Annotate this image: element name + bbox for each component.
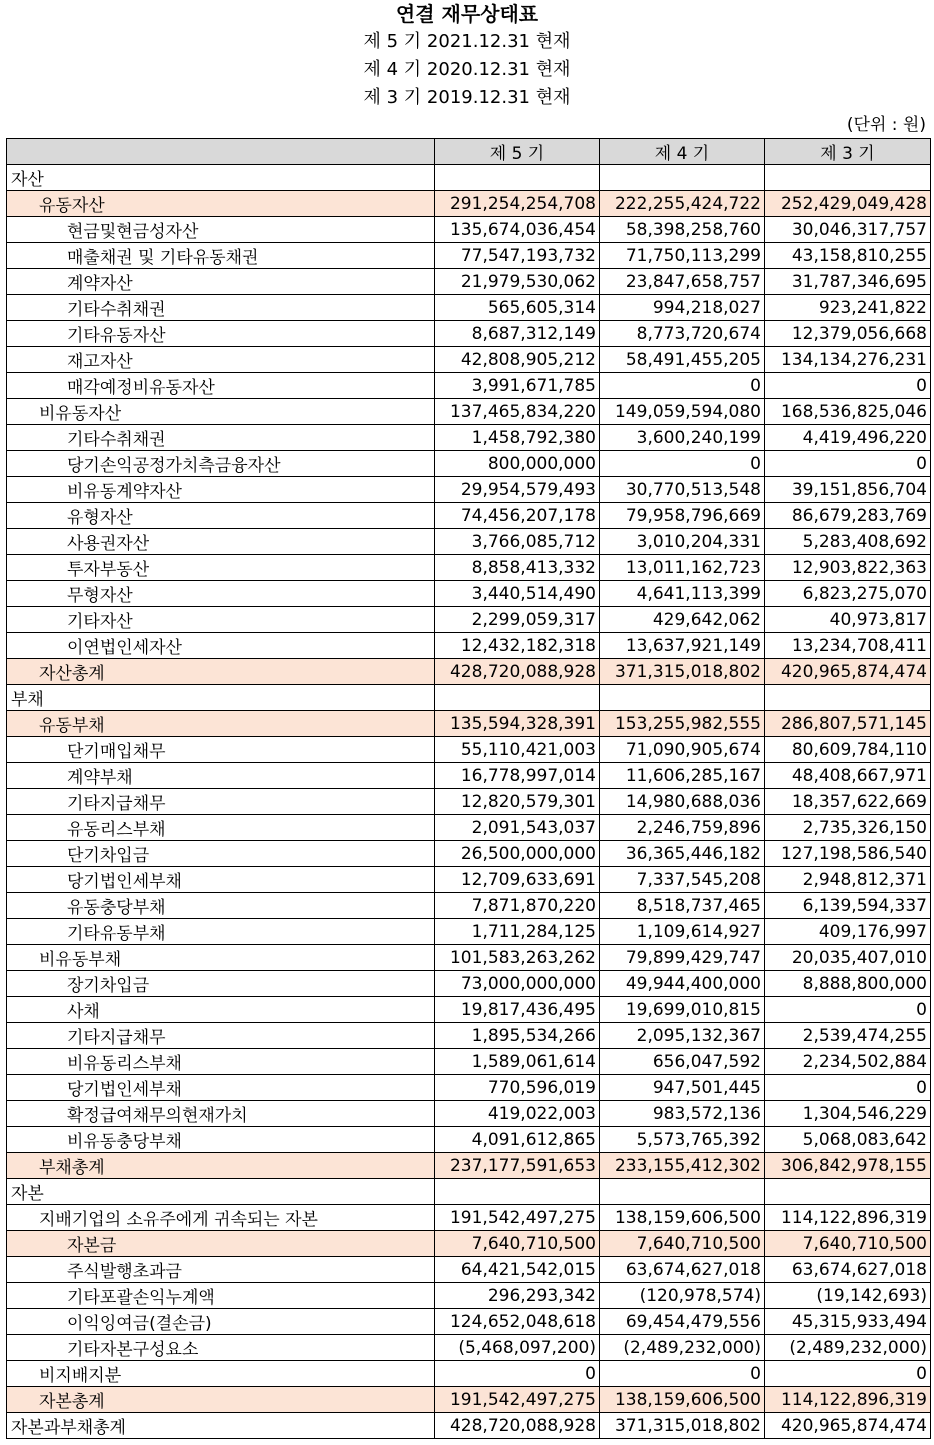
account-name: 유동부채 bbox=[7, 711, 435, 737]
amount-period-3: 4,419,496,220 bbox=[765, 425, 931, 451]
account-name: 자본금 bbox=[7, 1231, 435, 1257]
amount-period-5: 12,820,579,301 bbox=[435, 789, 600, 815]
amount-period-4: 58,398,258,760 bbox=[600, 217, 765, 243]
table-row bbox=[7, 1335, 931, 1361]
amount-period-4: 429,642,062 bbox=[600, 607, 765, 633]
account-name: 기타수취채권 bbox=[7, 295, 435, 321]
amount-period-3: 43,158,810,255 bbox=[765, 243, 931, 269]
account-name: 유동자산 bbox=[7, 191, 435, 217]
table-header-row bbox=[7, 139, 931, 165]
account-name: 당기손익공정가치측금융자산 bbox=[7, 451, 435, 477]
amount-period-4: 13,011,162,723 bbox=[600, 555, 765, 581]
amount-period-3: 2,234,502,884 bbox=[765, 1049, 931, 1075]
amount-period-3: 45,315,933,494 bbox=[765, 1309, 931, 1335]
amount-period-4: 233,155,412,302 bbox=[600, 1153, 765, 1179]
amount-period-5: 8,687,312,149 bbox=[435, 321, 600, 347]
account-name: 기타유동부채 bbox=[7, 919, 435, 945]
table-row bbox=[7, 1023, 931, 1049]
account-name: 기타포괄손익누계액 bbox=[7, 1283, 435, 1309]
account-name: 매출채권 및 기타유동채권 bbox=[7, 243, 435, 269]
amount-period-3: 31,787,346,695 bbox=[765, 269, 931, 295]
amount-period-4: 36,365,446,182 bbox=[600, 841, 765, 867]
account-name: 비유동자산 bbox=[7, 399, 435, 425]
account-name: 지배기업의 소유주에게 귀속되는 자본 bbox=[7, 1205, 435, 1231]
amount-period-5: 428,720,088,928 bbox=[435, 659, 600, 685]
account-name: 단기차입금 bbox=[7, 841, 435, 867]
amount-period-5: 64,421,542,015 bbox=[435, 1257, 600, 1283]
period-line-3: 제 3 기 2019.12.31 현재 bbox=[363, 87, 571, 108]
table-row bbox=[7, 867, 931, 893]
table-row bbox=[7, 1309, 931, 1335]
account-name: 비유동리스부채 bbox=[7, 1049, 435, 1075]
amount-period-3: 2,735,326,150 bbox=[765, 815, 931, 841]
amount-period-4: 8,773,720,674 bbox=[600, 321, 765, 347]
amount-period-3: 1,304,546,229 bbox=[765, 1101, 931, 1127]
amount-period-5: 191,542,497,275 bbox=[435, 1387, 600, 1413]
amount-period-3: 80,609,784,110 bbox=[765, 737, 931, 763]
amount-period-4 bbox=[600, 1179, 765, 1205]
amount-period-5: 237,177,591,653 bbox=[435, 1153, 600, 1179]
table-row bbox=[7, 1257, 931, 1283]
amount-period-5: 7,640,710,500 bbox=[435, 1231, 600, 1257]
table-row bbox=[7, 945, 931, 971]
account-name: 주식발행초과금 bbox=[7, 1257, 435, 1283]
amount-period-5: 3,766,085,712 bbox=[435, 529, 600, 555]
amount-period-4: 656,047,592 bbox=[600, 1049, 765, 1075]
amount-period-3: 12,379,056,668 bbox=[765, 321, 931, 347]
amount-period-5: 1,458,792,380 bbox=[435, 425, 600, 451]
amount-period-4: 983,572,136 bbox=[600, 1101, 765, 1127]
table-row bbox=[7, 1179, 931, 1205]
header-account bbox=[7, 139, 435, 165]
table-row bbox=[7, 815, 931, 841]
table-row bbox=[7, 711, 931, 737]
table-row bbox=[7, 321, 931, 347]
amount-period-4: 14,980,688,036 bbox=[600, 789, 765, 815]
table-row bbox=[7, 477, 931, 503]
account-name: 기타유동자산 bbox=[7, 321, 435, 347]
amount-period-4: 19,699,010,815 bbox=[600, 997, 765, 1023]
table-row bbox=[7, 165, 931, 191]
amount-period-5: 21,979,530,062 bbox=[435, 269, 600, 295]
table-row bbox=[7, 347, 931, 373]
amount-period-5: 2,299,059,317 bbox=[435, 607, 600, 633]
table-row bbox=[7, 789, 931, 815]
account-name: 계약부채 bbox=[7, 763, 435, 789]
amount-period-3: 0 bbox=[765, 373, 931, 399]
account-name: 자산 bbox=[7, 165, 435, 191]
amount-period-5: 135,594,328,391 bbox=[435, 711, 600, 737]
amount-period-5: 4,091,612,865 bbox=[435, 1127, 600, 1153]
amount-period-5: (5,468,097,200) bbox=[435, 1335, 600, 1361]
table-row bbox=[7, 737, 931, 763]
amount-period-5: 3,440,514,490 bbox=[435, 581, 600, 607]
amount-period-3: (19,142,693) bbox=[765, 1283, 931, 1309]
amount-period-4: 4,641,113,399 bbox=[600, 581, 765, 607]
amount-period-5: 29,954,579,493 bbox=[435, 477, 600, 503]
table-row bbox=[7, 893, 931, 919]
amount-period-5: 419,022,003 bbox=[435, 1101, 600, 1127]
table-row bbox=[7, 607, 931, 633]
amount-period-5: 16,778,997,014 bbox=[435, 763, 600, 789]
amount-period-3: (2,489,232,000) bbox=[765, 1335, 931, 1361]
amount-period-3: 134,134,276,231 bbox=[765, 347, 931, 373]
account-name: 사채 bbox=[7, 997, 435, 1023]
amount-period-4 bbox=[600, 165, 765, 191]
amount-period-4: 23,847,658,757 bbox=[600, 269, 765, 295]
amount-period-3: 409,176,997 bbox=[765, 919, 931, 945]
amount-period-3: 286,807,571,145 bbox=[765, 711, 931, 737]
table-row bbox=[7, 633, 931, 659]
amount-period-3: 13,234,708,411 bbox=[765, 633, 931, 659]
amount-period-5: 7,871,870,220 bbox=[435, 893, 600, 919]
account-name: 유동리스부채 bbox=[7, 815, 435, 841]
account-name: 부채총계 bbox=[7, 1153, 435, 1179]
amount-period-3 bbox=[765, 165, 931, 191]
amount-period-4: 371,315,018,802 bbox=[600, 1413, 765, 1439]
amount-period-3 bbox=[765, 1179, 931, 1205]
amount-period-5: 1,589,061,614 bbox=[435, 1049, 600, 1075]
report-title: 연결 재무상태표 bbox=[395, 2, 539, 26]
amount-period-4: 222,255,424,722 bbox=[600, 191, 765, 217]
amount-period-4: 13,637,921,149 bbox=[600, 633, 765, 659]
amount-period-5: 3,991,671,785 bbox=[435, 373, 600, 399]
amount-period-4: 947,501,445 bbox=[600, 1075, 765, 1101]
amount-period-5: 800,000,000 bbox=[435, 451, 600, 477]
amount-period-5: 12,432,182,318 bbox=[435, 633, 600, 659]
account-name: 무형자산 bbox=[7, 581, 435, 607]
amount-period-4: 3,010,204,331 bbox=[600, 529, 765, 555]
amount-period-4: 30,770,513,548 bbox=[600, 477, 765, 503]
amount-period-5: 55,110,421,003 bbox=[435, 737, 600, 763]
amount-period-4: 3,600,240,199 bbox=[600, 425, 765, 451]
amount-period-4: 0 bbox=[600, 451, 765, 477]
amount-period-4: 5,573,765,392 bbox=[600, 1127, 765, 1153]
table-row bbox=[7, 503, 931, 529]
amount-period-3: 168,536,825,046 bbox=[765, 399, 931, 425]
amount-period-3: 63,674,627,018 bbox=[765, 1257, 931, 1283]
amount-period-4: 69,454,479,556 bbox=[600, 1309, 765, 1335]
table-row bbox=[7, 971, 931, 997]
amount-period-3: 20,035,407,010 bbox=[765, 945, 931, 971]
amount-period-5: 124,652,048,618 bbox=[435, 1309, 600, 1335]
amount-period-3: 0 bbox=[765, 1075, 931, 1101]
account-name: 자본 bbox=[7, 1179, 435, 1205]
amount-period-3: 0 bbox=[765, 451, 931, 477]
amount-period-4: 138,159,606,500 bbox=[600, 1205, 765, 1231]
amount-period-3: 306,842,978,155 bbox=[765, 1153, 931, 1179]
amount-period-3: 114,122,896,319 bbox=[765, 1387, 931, 1413]
table-row bbox=[7, 1127, 931, 1153]
amount-period-5 bbox=[435, 685, 600, 711]
amount-period-5: 2,091,543,037 bbox=[435, 815, 600, 841]
period-line-5: 제 5 기 2021.12.31 현재 bbox=[363, 31, 571, 52]
amount-period-3: 5,068,083,642 bbox=[765, 1127, 931, 1153]
table-row bbox=[7, 581, 931, 607]
amount-period-5: 428,720,088,928 bbox=[435, 1413, 600, 1439]
account-name: 기타지급채무 bbox=[7, 789, 435, 815]
amount-period-4: 58,491,455,205 bbox=[600, 347, 765, 373]
table-row bbox=[7, 685, 931, 711]
amount-period-4: 2,095,132,367 bbox=[600, 1023, 765, 1049]
amount-period-3: 39,151,856,704 bbox=[765, 477, 931, 503]
amount-period-5: 12,709,633,691 bbox=[435, 867, 600, 893]
amount-period-4: 7,640,710,500 bbox=[600, 1231, 765, 1257]
amount-period-5: 77,547,193,732 bbox=[435, 243, 600, 269]
table-row bbox=[7, 373, 931, 399]
amount-period-4: 49,944,400,000 bbox=[600, 971, 765, 997]
amount-period-3: 40,973,817 bbox=[765, 607, 931, 633]
period-line-4: 제 4 기 2020.12.31 현재 bbox=[363, 59, 571, 80]
account-name: 재고자산 bbox=[7, 347, 435, 373]
amount-period-5: 770,596,019 bbox=[435, 1075, 600, 1101]
account-name: 기타지급채무 bbox=[7, 1023, 435, 1049]
amount-period-4: (120,978,574) bbox=[600, 1283, 765, 1309]
table-row bbox=[7, 1049, 931, 1075]
amount-period-3: 5,283,408,692 bbox=[765, 529, 931, 555]
amount-period-3: 420,965,874,474 bbox=[765, 1413, 931, 1439]
account-name: 비유동부채 bbox=[7, 945, 435, 971]
account-name: 유형자산 bbox=[7, 503, 435, 529]
account-name: 매각예정비유동자산 bbox=[7, 373, 435, 399]
amount-period-4: 153,255,982,555 bbox=[600, 711, 765, 737]
amount-period-3: 48,408,667,971 bbox=[765, 763, 931, 789]
account-name: 부채 bbox=[7, 685, 435, 711]
table-row bbox=[7, 555, 931, 581]
amount-period-3: 0 bbox=[765, 997, 931, 1023]
table-row bbox=[7, 659, 931, 685]
account-name: 투자부동산 bbox=[7, 555, 435, 581]
amount-period-4: 63,674,627,018 bbox=[600, 1257, 765, 1283]
table-row bbox=[7, 1153, 931, 1179]
amount-period-3: 420,965,874,474 bbox=[765, 659, 931, 685]
account-name: 사용권자산 bbox=[7, 529, 435, 555]
amount-period-4: 79,958,796,669 bbox=[600, 503, 765, 529]
unit-label: (단위 : 원) bbox=[846, 115, 926, 135]
table-row bbox=[7, 841, 931, 867]
table-row bbox=[7, 1205, 931, 1231]
amount-period-5: 1,895,534,266 bbox=[435, 1023, 600, 1049]
amount-period-4: 0 bbox=[600, 373, 765, 399]
amount-period-4: 79,899,429,747 bbox=[600, 945, 765, 971]
amount-period-5: 26,500,000,000 bbox=[435, 841, 600, 867]
amount-period-5: 0 bbox=[435, 1361, 600, 1387]
amount-period-3: 252,429,049,428 bbox=[765, 191, 931, 217]
account-name: 기타자본구성요소 bbox=[7, 1335, 435, 1361]
amount-period-5: 19,817,436,495 bbox=[435, 997, 600, 1023]
amount-period-4: 71,090,905,674 bbox=[600, 737, 765, 763]
account-name: 이익잉여금(결손금) bbox=[7, 1309, 435, 1335]
table-row bbox=[7, 1361, 931, 1387]
table-row bbox=[7, 1283, 931, 1309]
amount-period-5 bbox=[435, 1179, 600, 1205]
amount-period-3: 6,139,594,337 bbox=[765, 893, 931, 919]
account-name: 자산총계 bbox=[7, 659, 435, 685]
amount-period-4: 8,518,737,465 bbox=[600, 893, 765, 919]
table-row bbox=[7, 399, 931, 425]
amount-period-3: 2,539,474,255 bbox=[765, 1023, 931, 1049]
amount-period-3: 114,122,896,319 bbox=[765, 1205, 931, 1231]
account-name: 비지배지분 bbox=[7, 1361, 435, 1387]
header-period-3: 제 3 기 bbox=[765, 139, 931, 165]
account-name: 계약자산 bbox=[7, 269, 435, 295]
table-row bbox=[7, 1075, 931, 1101]
amount-period-5: 1,711,284,125 bbox=[435, 919, 600, 945]
amount-period-3: 127,198,586,540 bbox=[765, 841, 931, 867]
amount-period-4: 2,246,759,896 bbox=[600, 815, 765, 841]
amount-period-3: 86,679,283,769 bbox=[765, 503, 931, 529]
table-row bbox=[7, 1413, 931, 1439]
account-name: 단기매입채무 bbox=[7, 737, 435, 763]
table-row bbox=[7, 269, 931, 295]
amount-period-5: 291,254,254,708 bbox=[435, 191, 600, 217]
table-row bbox=[7, 295, 931, 321]
account-name: 당기법인세부채 bbox=[7, 867, 435, 893]
amount-period-3: 7,640,710,500 bbox=[765, 1231, 931, 1257]
header-period-5: 제 5 기 bbox=[435, 139, 600, 165]
amount-period-5: 565,605,314 bbox=[435, 295, 600, 321]
amount-period-4 bbox=[600, 685, 765, 711]
amount-period-4: 71,750,113,299 bbox=[600, 243, 765, 269]
amount-period-3: 6,823,275,070 bbox=[765, 581, 931, 607]
amount-period-3: 2,948,812,371 bbox=[765, 867, 931, 893]
amount-period-5: 101,583,263,262 bbox=[435, 945, 600, 971]
amount-period-5: 137,465,834,220 bbox=[435, 399, 600, 425]
amount-period-4: 11,606,285,167 bbox=[600, 763, 765, 789]
table-row bbox=[7, 451, 931, 477]
amount-period-4: 994,218,027 bbox=[600, 295, 765, 321]
account-name: 유동충당부채 bbox=[7, 893, 435, 919]
amount-period-3 bbox=[765, 685, 931, 711]
account-name: 장기차입금 bbox=[7, 971, 435, 997]
account-name: 자본총계 bbox=[7, 1387, 435, 1413]
amount-period-3: 30,046,317,757 bbox=[765, 217, 931, 243]
amount-period-5: 296,293,342 bbox=[435, 1283, 600, 1309]
amount-period-5: 73,000,000,000 bbox=[435, 971, 600, 997]
account-name: 현금및현금성자산 bbox=[7, 217, 435, 243]
amount-period-5: 8,858,413,332 bbox=[435, 555, 600, 581]
table-row bbox=[7, 1387, 931, 1413]
amount-period-4: 1,109,614,927 bbox=[600, 919, 765, 945]
table-body bbox=[7, 165, 931, 1439]
amount-period-4: 7,337,545,208 bbox=[600, 867, 765, 893]
account-name: 자본과부채총계 bbox=[7, 1413, 435, 1439]
account-name: 확정급여채무의현재가치 bbox=[7, 1101, 435, 1127]
table-row bbox=[7, 425, 931, 451]
amount-period-3: 0 bbox=[765, 1361, 931, 1387]
balance-sheet-table bbox=[6, 138, 931, 1439]
table-row bbox=[7, 243, 931, 269]
amount-period-5: 42,808,905,212 bbox=[435, 347, 600, 373]
table-row bbox=[7, 529, 931, 555]
account-name: 기타수취채권 bbox=[7, 425, 435, 451]
account-name: 기타자산 bbox=[7, 607, 435, 633]
account-name: 비유동계약자산 bbox=[7, 477, 435, 503]
header-period-4: 제 4 기 bbox=[600, 139, 765, 165]
account-name: 이연법인세자산 bbox=[7, 633, 435, 659]
amount-period-3: 12,903,822,363 bbox=[765, 555, 931, 581]
amount-period-4: 371,315,018,802 bbox=[600, 659, 765, 685]
table-row bbox=[7, 1101, 931, 1127]
amount-period-5 bbox=[435, 165, 600, 191]
table-row bbox=[7, 191, 931, 217]
table-row bbox=[7, 217, 931, 243]
amount-period-5: 74,456,207,178 bbox=[435, 503, 600, 529]
amount-period-5: 191,542,497,275 bbox=[435, 1205, 600, 1231]
amount-period-4: 138,159,606,500 bbox=[600, 1387, 765, 1413]
table-row bbox=[7, 763, 931, 789]
amount-period-4: 149,059,594,080 bbox=[600, 399, 765, 425]
report-header bbox=[0, 0, 934, 138]
amount-period-3: 18,357,622,669 bbox=[765, 789, 931, 815]
amount-period-5: 135,674,036,454 bbox=[435, 217, 600, 243]
table-row bbox=[7, 919, 931, 945]
table-row bbox=[7, 1231, 931, 1257]
amount-period-3: 8,888,800,000 bbox=[765, 971, 931, 997]
account-name: 비유동충당부채 bbox=[7, 1127, 435, 1153]
table-row bbox=[7, 997, 931, 1023]
amount-period-4: 0 bbox=[600, 1361, 765, 1387]
account-name: 당기법인세부채 bbox=[7, 1075, 435, 1101]
amount-period-3: 923,241,822 bbox=[765, 295, 931, 321]
amount-period-4: (2,489,232,000) bbox=[600, 1335, 765, 1361]
